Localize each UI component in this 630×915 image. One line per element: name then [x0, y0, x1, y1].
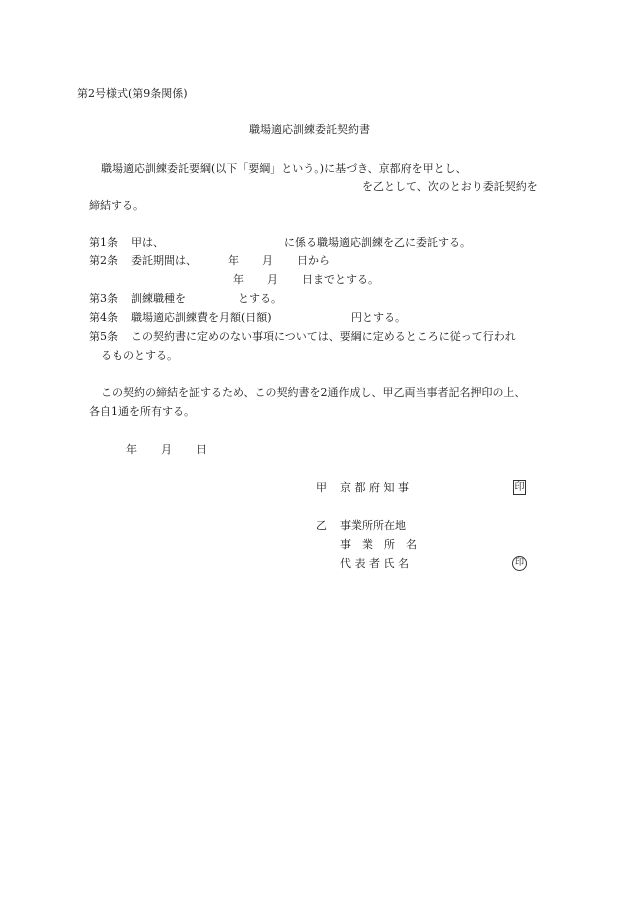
article-2-year-until: 年: [233, 273, 244, 286]
article-2-label: 第2条: [89, 254, 118, 267]
date-year: 年: [126, 443, 137, 456]
article-3-text-a: 訓練職種を: [131, 292, 186, 305]
article-3-label: 第3条: [89, 292, 118, 305]
party-b-seal: 印: [512, 556, 527, 571]
party-a-label: 甲: [316, 481, 327, 494]
party-b-representative: 代 表 者 氏 名: [340, 557, 409, 570]
article-3-text-b: とする。: [238, 292, 282, 305]
party-a-seal: 印: [513, 480, 526, 495]
article-5-text-a: この契約書に定めのない事項については、要綱に定めるところに従って行われ: [131, 330, 516, 343]
date-day: 日: [196, 443, 207, 456]
preamble-line1: 職場適応訓練委託要綱(以下「要綱」という。)に基づき、京都府を甲とし、: [101, 162, 467, 175]
article-2-month-until: 月: [267, 273, 278, 286]
article-2-text-a: 委託期間は、: [131, 254, 197, 267]
article-4-text-a: 職場適応訓練費を月額(日額): [131, 311, 272, 324]
article-5-text-b: るものとする。: [101, 349, 178, 362]
article-4-text-b: 円とする。: [351, 311, 406, 324]
party-b-business-name: 事 業 所 名: [340, 538, 417, 551]
article-2-year-from: 年: [228, 254, 239, 267]
article-4-label: 第4条: [89, 311, 118, 324]
article-1-text-a: 甲は、: [131, 236, 164, 249]
article-1-text-b: に係る職場適応訓練を乙に委託する。: [284, 236, 471, 249]
article-5-label: 第5条: [89, 330, 118, 343]
closing-line2: 各自1通を所有する。: [89, 405, 195, 418]
date-month: 月: [161, 443, 172, 456]
preamble-line2: を乙として、次のとおり委託契約を: [362, 180, 538, 193]
party-b-label: 乙: [316, 519, 327, 532]
article-2-day-until: 日までとする。: [302, 273, 379, 286]
article-2-month-from: 月: [262, 254, 273, 267]
party-b-address: 事業所所在地: [340, 519, 406, 532]
preamble-line3: 締結する。: [89, 199, 144, 212]
closing-line1: この契約の締結を証するため、この契約書を2通作成し、甲乙両当事者記名押印の上、: [101, 386, 526, 399]
document-title: 職場適応訓練委託契約書: [249, 123, 370, 136]
party-a-name: 京 都 府 知 事: [340, 481, 409, 494]
form-number: 第2号様式(第9条関係): [77, 87, 188, 100]
article-2-day-from: 日から: [297, 254, 330, 267]
article-1-label: 第1条: [89, 236, 118, 249]
